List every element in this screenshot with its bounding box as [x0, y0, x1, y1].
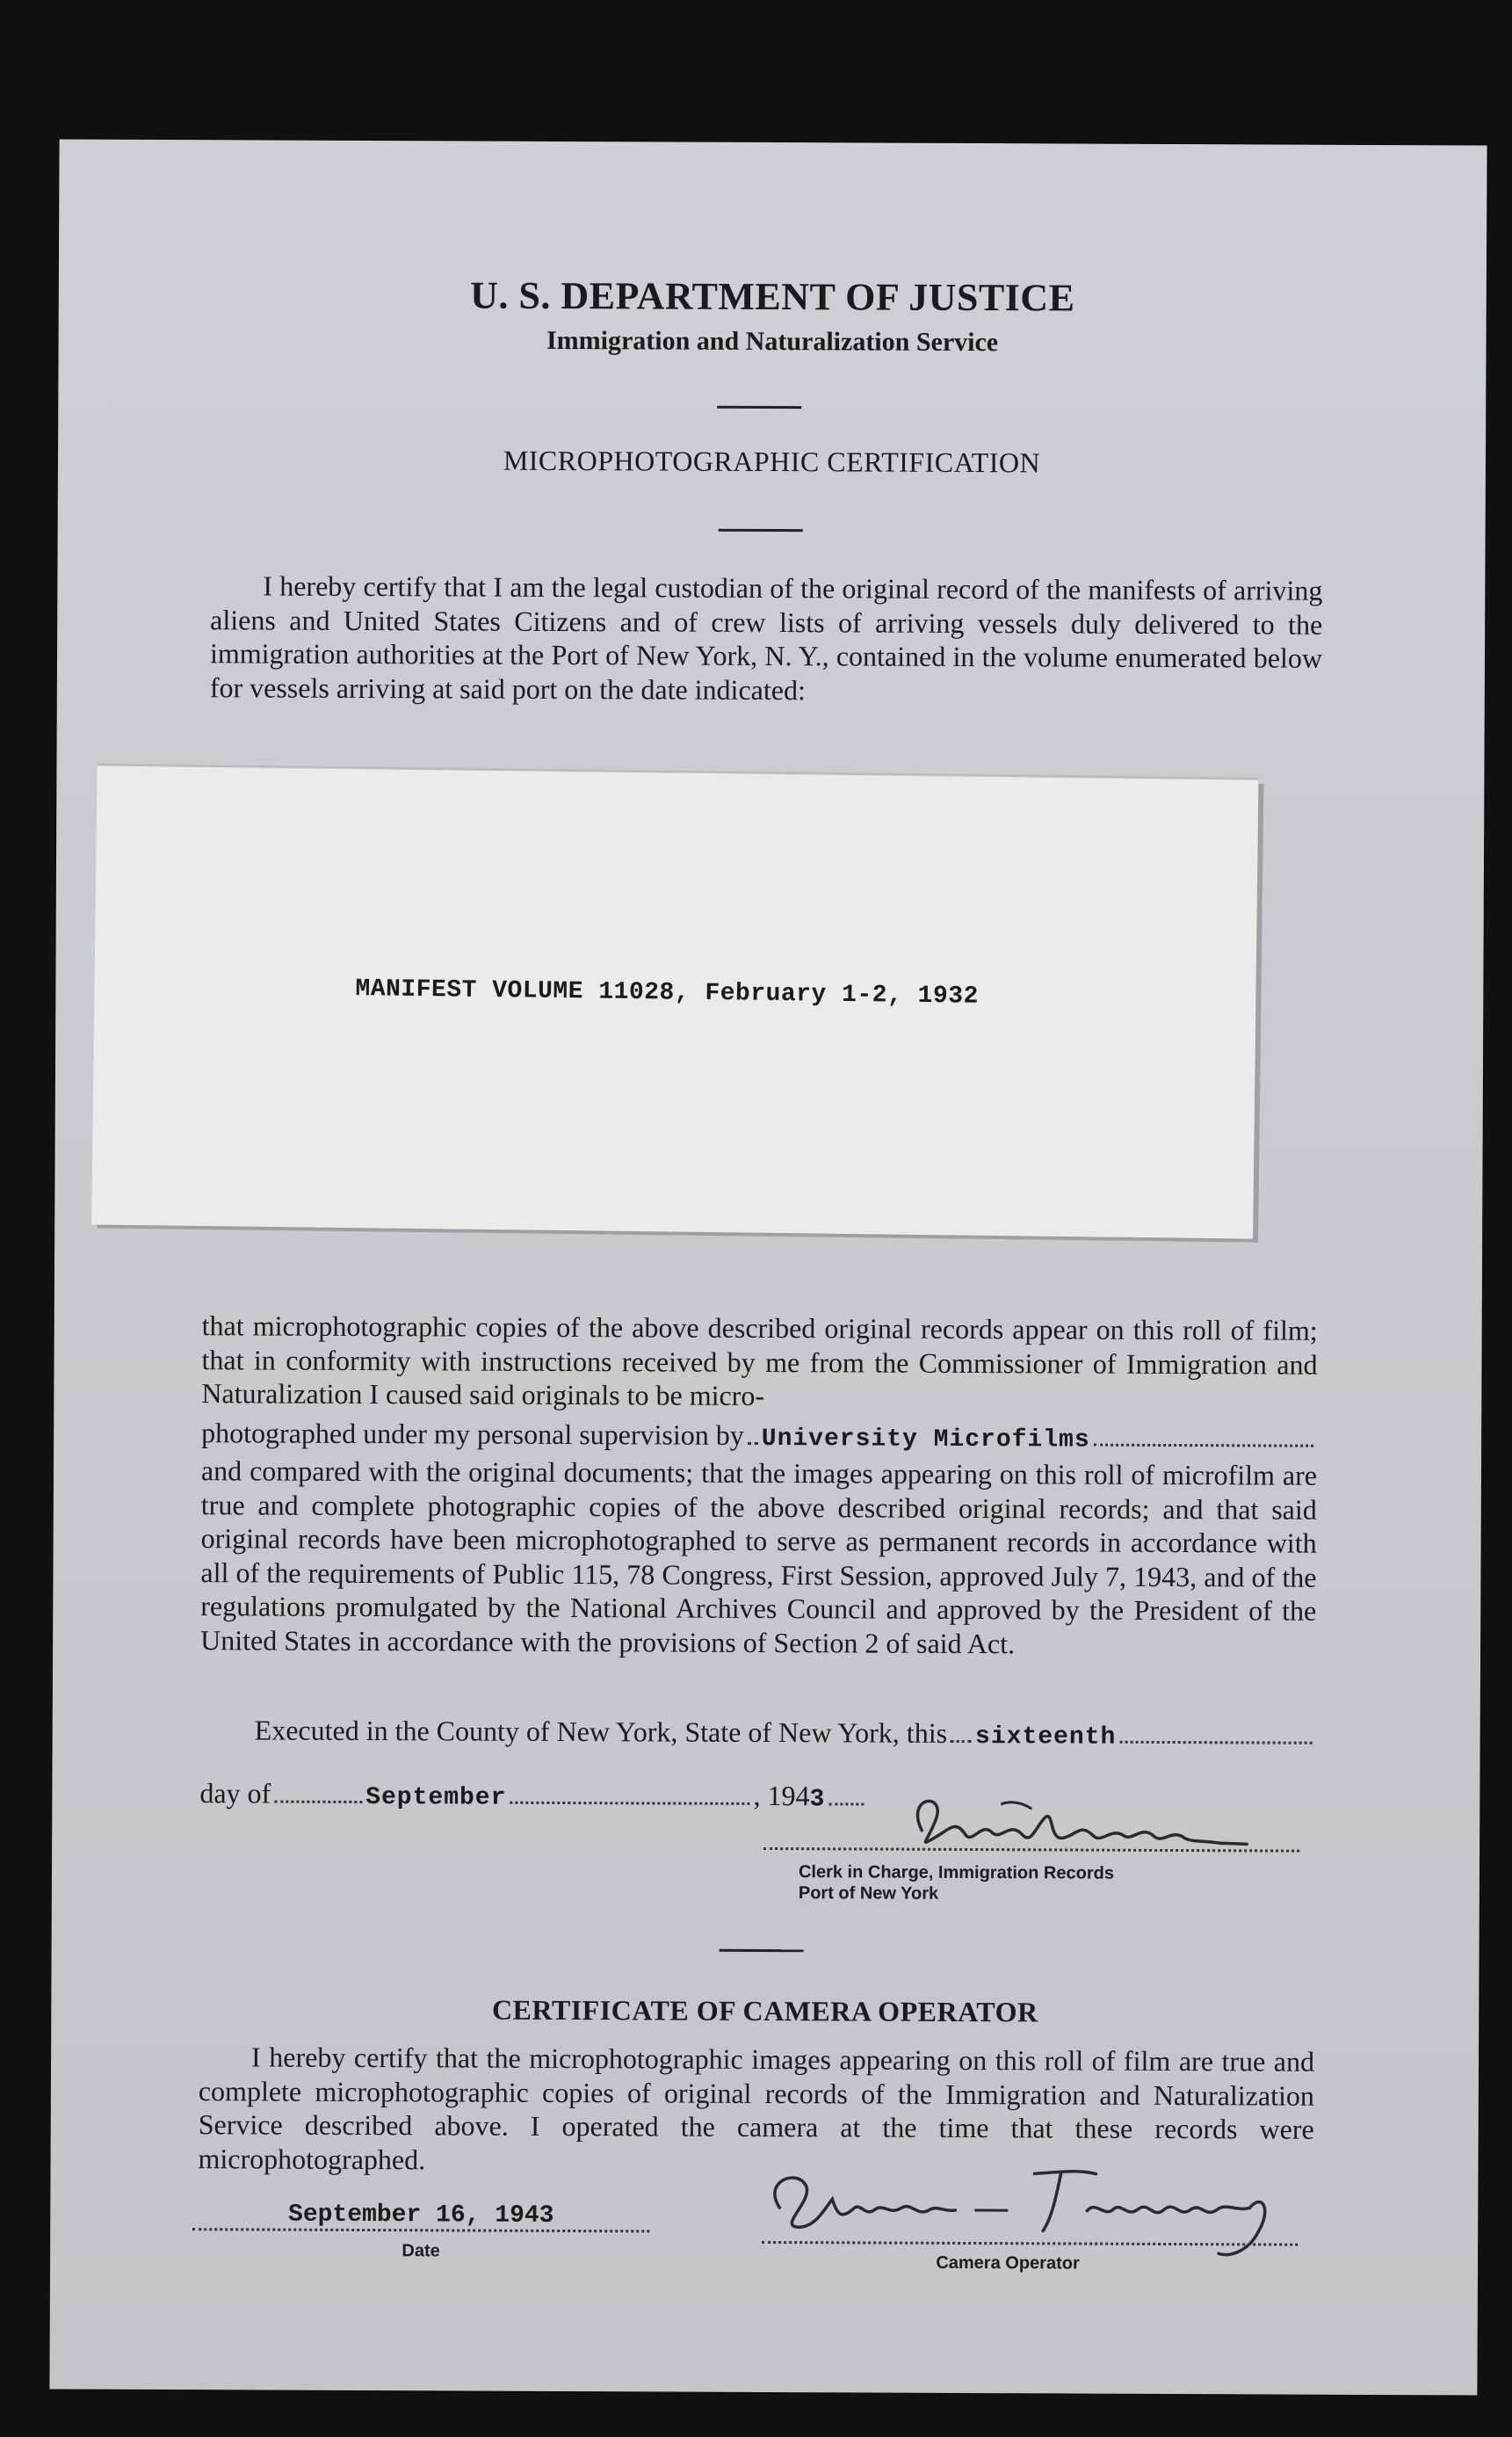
day-of-label: day of — [199, 1777, 271, 1810]
body-text-part1: that microphotographic copies of the above described original records appear on this roll of film; that in conformity with instructions received by me from the Commissioner of Immigration and Naturalization I caused said originals to be micro- — [201, 1309, 1318, 1411]
camera-date-label: Date — [402, 2241, 440, 2261]
dotted-leader — [748, 1440, 758, 1444]
month-value: September — [365, 1784, 507, 1812]
intro-paragraph: I hereby certify that I am the legal custodian of the original record of the manifests of arriving aliens and United States Citizens and of crew lists of arriving vessels duly delivered to the immigration authorities at the Port of New York, N. Y., contained in the volume enumerated below for vessels arriving at said port on the date indicated: — [209, 569, 1323, 706]
supervisor-name: University Microfilms — [761, 1425, 1090, 1454]
divider-rule — [720, 1949, 804, 1952]
camera-operator-label: Camera Operator — [936, 2252, 1080, 2274]
certification-body — [200, 1309, 1318, 1662]
dotted-leader — [1119, 1740, 1312, 1744]
execution-day-value: sixteenth — [974, 1723, 1117, 1752]
year-digit: 3 — [809, 1786, 826, 1814]
supervision-prefix: photographed under my personal supervision by — [201, 1416, 744, 1451]
clerk-title-line1: Clerk in Charge, Immigration Records — [798, 1862, 1115, 1883]
clerk-title-line2: Port of New York — [798, 1883, 939, 1904]
dotted-leader — [828, 1802, 864, 1805]
dotted-leader — [951, 1739, 972, 1743]
body-text-part2: and compared with the original documents; that the images appearing on this roll of microfilm are true and complete photographic copies of the above described original records; and that said original records have been microphotographed to serve as permanent records in accordance with all of the requirements of Public 115, 78 Congress, First Session, approved July 7, 1943, and of the regulations promulgated by the National Archives Council and approved by the President of the United States in accordance with the provisions of Section 2 of said Act. — [200, 1454, 1318, 1659]
volume-card-text: MANIFEST VOLUME 11028, February 1-2, 1932 — [355, 976, 980, 1011]
execution-line — [255, 1713, 1316, 1756]
dotted-leader — [1094, 1442, 1313, 1447]
camera-paragraph: I hereby certify that the microphotographic images appearing on this roll of film are true and complete microphotographic copies of original records of the Immigration and Naturalization Service described above. I operated the camera at the time that these records were microphotographed. — [198, 2041, 1315, 2175]
dotted-leader — [510, 1801, 749, 1805]
divider-rule — [717, 406, 801, 409]
execution-prefix: Executed in the County of New York, State of New York, this — [254, 1714, 948, 1749]
clerk-signature — [869, 1787, 1317, 1868]
certification-title: MICROPHOTOGRAPHIC CERTIFICATION — [503, 444, 1041, 479]
divider-rule — [719, 529, 803, 532]
department-title: U. S. DEPARTMENT OF JUSTICE — [470, 273, 1075, 320]
camera-date-block — [192, 2201, 649, 2262]
day-of-line — [199, 1776, 867, 1817]
certificate-page — [49, 139, 1487, 2395]
volume-card — [91, 765, 1258, 1238]
camera-date-value: September 16, 1943 — [192, 2201, 649, 2232]
dotted-leader — [274, 1800, 362, 1803]
service-subtitle: Immigration and Naturalization Service — [546, 325, 999, 358]
camera-operator-title: CERTIFICATE OF CAMERA OPERATOR — [491, 1993, 1038, 2028]
supervision-line — [201, 1416, 1317, 1459]
clerk-title — [799, 1861, 1114, 1905]
year-prefix: , 194 — [753, 1779, 810, 1812]
